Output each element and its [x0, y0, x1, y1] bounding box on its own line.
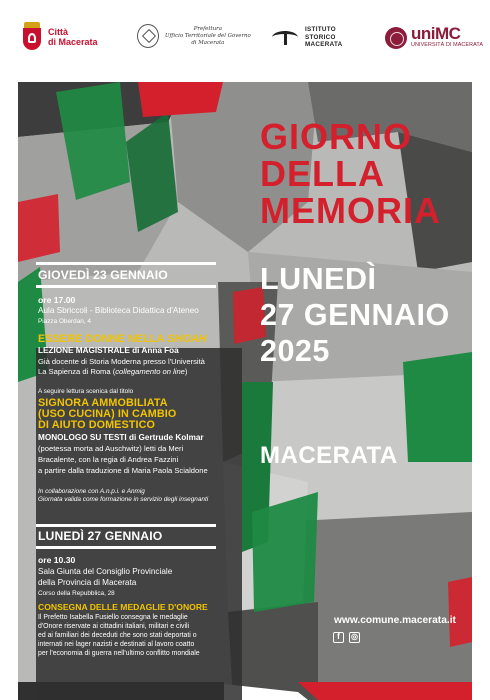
speaker-suffix: ): [184, 367, 188, 376]
divider: [36, 546, 216, 549]
main-date-day: 27 GENNAIO: [260, 298, 450, 332]
unimc-name-mc: MC: [435, 24, 461, 43]
logo-text-line: di Macerata: [191, 39, 225, 46]
event2-address: Corso della Repubblica, 28: [38, 590, 115, 597]
event2-description-line: Il Prefetto Isabella Fusiello consegna le medaglie: [38, 614, 188, 621]
event1-reading-title-line: (USO CUCINA) IN CAMBIO: [38, 408, 177, 420]
title-line-2: DELLA: [260, 153, 385, 194]
event2-description-line: per l'economia di guerra nell'ultimo conflitto mondiale: [38, 650, 200, 657]
logo-text-line: Ufficio Territoriale del Governo: [165, 32, 251, 39]
event2-description-line: internati nei lager nazisti e destinati al lavoro coatto: [38, 641, 195, 648]
event2-day: LUNEDÌ 27 GENNAIO: [38, 529, 163, 543]
instagram-icon[interactable]: ◎: [349, 632, 360, 643]
event2-description-line: ed ai familiari dei deceduti che sono stati deportati o: [38, 632, 197, 639]
university-seal-icon: [385, 27, 407, 49]
event1-address: Piazza Oberdan, 4: [38, 318, 91, 325]
city-name: MACERATA: [260, 442, 398, 469]
event1-reading-intro: A seguire lettura scenica dal titolo: [38, 388, 134, 395]
speaker-italic: collegamento on line: [115, 367, 185, 376]
event1-monologue: MONOLOGO SU TESTI di Gertrude Kolmar: [38, 433, 204, 442]
italian-republic-emblem-icon: [137, 24, 159, 48]
event2-time: ore 10.30: [38, 555, 76, 565]
event1-title-italic: SHOAH: [167, 333, 207, 345]
event1-reading-title-line: SIGNORA AMMOBILIATA: [38, 397, 168, 409]
unimc-subtitle: UNIVERSITÀ DI MACERATA: [411, 42, 484, 48]
header: [0, 0, 490, 82]
event1-day: GIOVEDÌ 23 GENNAIO: [38, 268, 168, 282]
event1-speaker-line1: Già docente di Storia Moderna presso l'Università: [38, 357, 205, 366]
main-date-weekday: LUNEDÌ: [260, 262, 377, 296]
citta-di-macerata-logo: [20, 22, 98, 52]
event1-monologue-detail: Bracalente, con la regia di Andrea Fazzini: [38, 455, 179, 464]
event1-speaker-line2: [38, 367, 187, 377]
logo-text-line: ISTITUTO: [305, 26, 336, 33]
event1-note: Giornata valida come formazione in servizio degli insegnanti: [38, 496, 209, 503]
logo-text-line: di Macerata: [48, 37, 98, 47]
website-link[interactable]: www.comune.macerata.it: [334, 615, 456, 626]
logo-text-line: MACERATA: [305, 41, 343, 49]
event1-reading-title-line: DI AIUTO DOMESTICO: [38, 419, 155, 431]
event1-title: [38, 334, 207, 345]
logo-text-line: Città: [48, 27, 68, 37]
speaker-prefix: La Sapienza di Roma (: [38, 367, 116, 376]
event1-lecture: LEZIONE MAGISTRALE di Anna Foa: [38, 346, 179, 355]
logo-text-line: Prefettura: [193, 25, 222, 32]
divider-top: [36, 262, 216, 265]
prefettura-logo: [137, 24, 251, 48]
event2-description-line: d'Onore riservate ai cittadini italiani, militari e civili: [38, 623, 190, 630]
title-line-3: MEMORIA: [260, 190, 441, 231]
macerata-crest-icon: [20, 22, 44, 52]
facebook-icon[interactable]: f: [333, 632, 344, 643]
event1-monologue-detail: (poetessa morta ad Auschwitz) letti da Meri: [38, 444, 184, 453]
unimc-name-uni: uni: [411, 24, 435, 43]
event1-note: In collaborazione con A.n.p.i. e Anmig: [38, 488, 145, 495]
istituto-storico-logo: [272, 26, 343, 49]
title-line-1: GIORNO: [260, 116, 413, 157]
event2-place-line: Sala Giunta del Consiglio Provinciale: [38, 567, 173, 576]
event2-title: CONSEGNA DELLE MEDAGLIE D'ONORE: [38, 602, 208, 612]
logo-text-line: STORICO: [305, 33, 336, 41]
main-date-year: 2025: [260, 334, 330, 368]
poster: [18, 82, 472, 700]
event1-place: Aula Sbriccoli - Biblioteca Didattica d'Ateneo: [38, 306, 199, 315]
event1-title-prefix: ESSERE DONNE NELLA: [38, 333, 168, 345]
event2-place-line: della Provincia di Macerata: [38, 578, 137, 587]
unimc-logo: [385, 26, 483, 49]
event1-time: ore 17.00: [38, 295, 76, 305]
divider: [36, 524, 216, 527]
open-book-icon: [272, 27, 300, 47]
event1-monologue-detail: a partire dalla traduzione di Maria Paola Scialdone: [38, 466, 208, 475]
divider: [36, 285, 216, 288]
